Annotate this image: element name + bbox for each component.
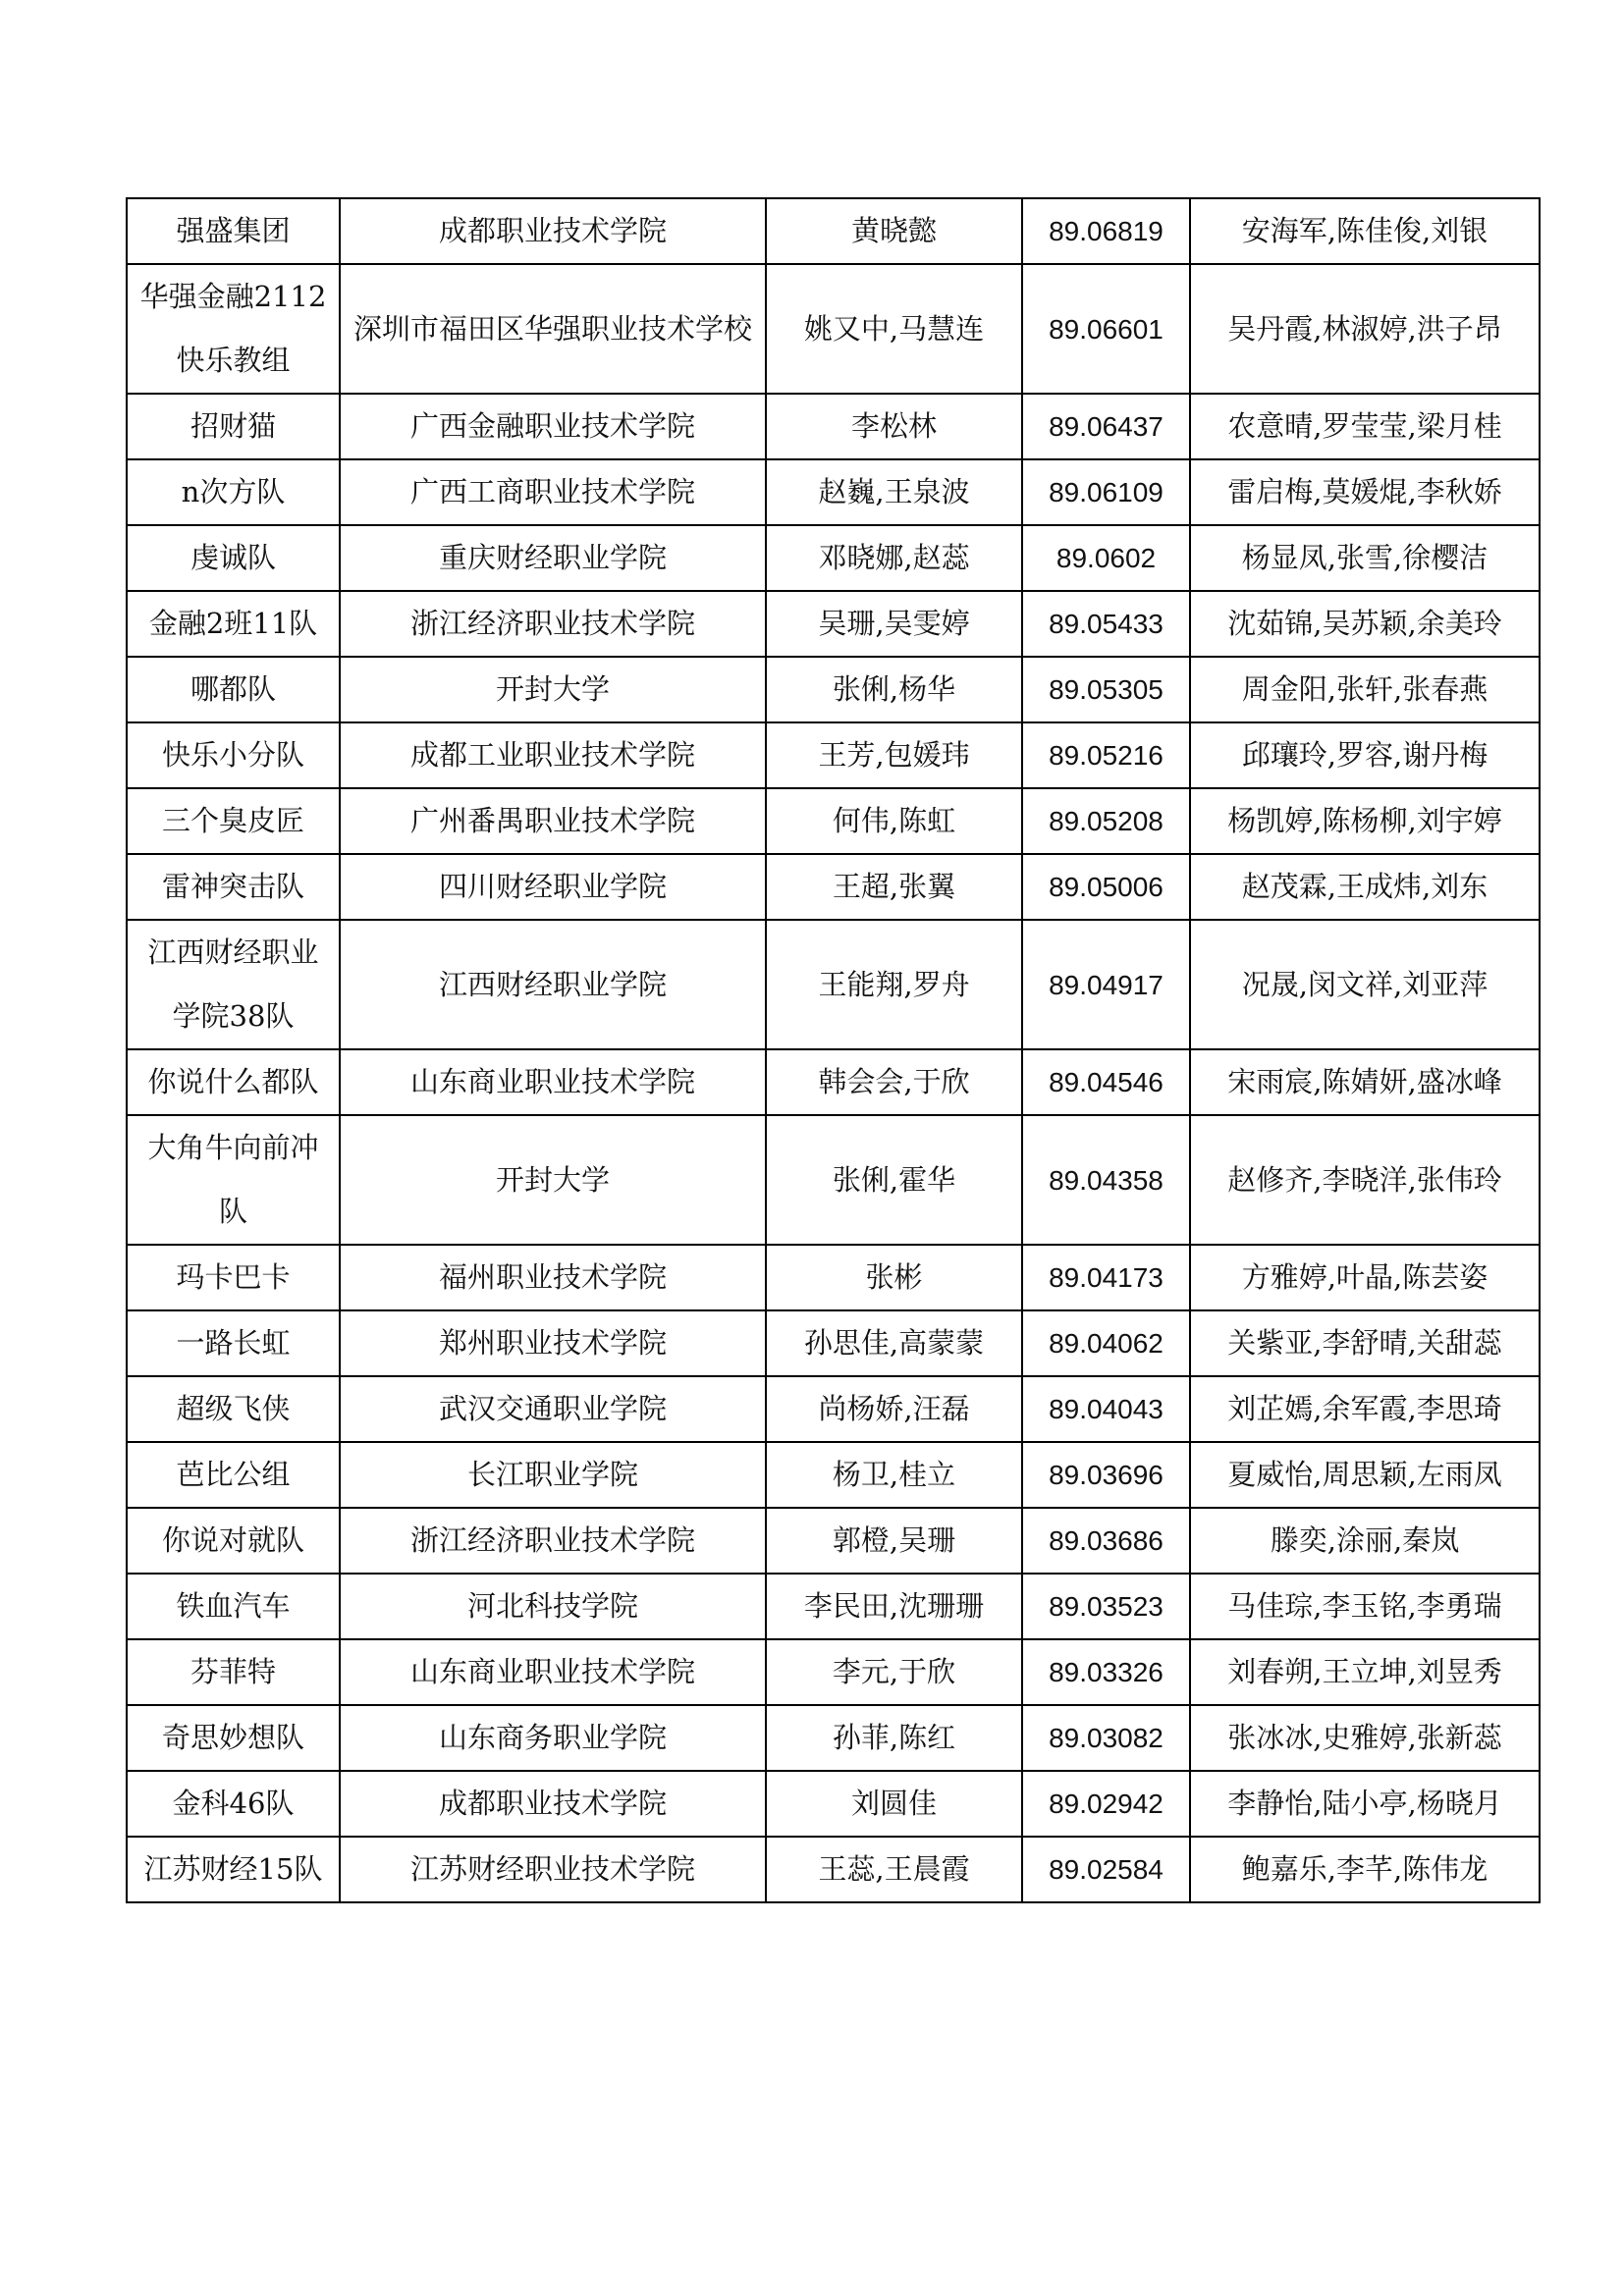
members-cell: 杨显凤,张雪,徐樱洁 (1190, 525, 1540, 591)
team-name-cell: 芬菲特 (127, 1639, 340, 1705)
school-cell: 四川财经职业学院 (340, 854, 766, 920)
score-cell: 89.06601 (1022, 264, 1190, 394)
table-row (127, 1837, 1540, 1902)
school-cell: 广州番禺职业技术学院 (340, 788, 766, 854)
score-cell: 89.06819 (1022, 198, 1190, 264)
score-cell: 89.02584 (1022, 1837, 1190, 1902)
score-cell: 89.02942 (1022, 1771, 1190, 1837)
table-row (127, 1705, 1540, 1771)
members-cell: 况晟,闵文祥,刘亚萍 (1190, 920, 1540, 1049)
score-cell: 89.05216 (1022, 722, 1190, 788)
advisor-cell: 张俐,霍华 (766, 1115, 1022, 1245)
table-row (127, 525, 1540, 591)
score-cell: 89.04043 (1022, 1376, 1190, 1442)
members-cell: 周金阳,张轩,张春燕 (1190, 657, 1540, 722)
team-name-cell: 一路长虹 (127, 1310, 340, 1376)
school-cell: 深圳市福田区华强职业技术学校 (340, 264, 766, 394)
advisor-cell: 何伟,陈虹 (766, 788, 1022, 854)
table-row (127, 1508, 1540, 1574)
table-row (127, 264, 1540, 394)
score-cell: 89.05208 (1022, 788, 1190, 854)
team-name-cell: 招财猫 (127, 394, 340, 459)
members-cell: 鲍嘉乐,李芊,陈伟龙 (1190, 1837, 1540, 1902)
table-row (127, 657, 1540, 722)
school-cell: 江西财经职业学院 (340, 920, 766, 1049)
advisor-cell: 张彬 (766, 1245, 1022, 1310)
team-name-cell: 哪都队 (127, 657, 340, 722)
members-cell: 赵修齐,李晓洋,张伟玲 (1190, 1115, 1540, 1245)
members-cell: 马佳琮,李玉铭,李勇瑞 (1190, 1574, 1540, 1639)
members-cell: 夏威怡,周思颖,左雨凤 (1190, 1442, 1540, 1508)
school-cell: 浙江经济职业技术学院 (340, 591, 766, 657)
advisor-cell: 刘圆佳 (766, 1771, 1022, 1837)
score-cell: 89.04062 (1022, 1310, 1190, 1376)
school-cell: 广西金融职业技术学院 (340, 394, 766, 459)
table-row (127, 1310, 1540, 1376)
table-row (127, 1771, 1540, 1837)
team-name-cell: n次方队 (127, 459, 340, 525)
team-name-cell: 雷神突击队 (127, 854, 340, 920)
table-row (127, 459, 1540, 525)
team-name-cell: 大角牛向前冲队 (127, 1115, 340, 1245)
advisor-cell: 孙思佳,高蒙蒙 (766, 1310, 1022, 1376)
school-cell: 长江职业学院 (340, 1442, 766, 1508)
members-cell: 刘春朔,王立坤,刘昱秀 (1190, 1639, 1540, 1705)
members-cell: 方雅婷,叶晶,陈芸姿 (1190, 1245, 1540, 1310)
score-cell: 89.03686 (1022, 1508, 1190, 1574)
advisor-cell: 李松林 (766, 394, 1022, 459)
team-name-cell: 金融2班11队 (127, 591, 340, 657)
team-name-cell: 铁血汽车 (127, 1574, 340, 1639)
school-cell: 成都职业技术学院 (340, 1771, 766, 1837)
table-row (127, 1245, 1540, 1310)
advisor-cell: 黄晓懿 (766, 198, 1022, 264)
score-cell: 89.04173 (1022, 1245, 1190, 1310)
score-cell: 89.05305 (1022, 657, 1190, 722)
advisor-cell: 张俐,杨华 (766, 657, 1022, 722)
team-name-cell: 三个臭皮匠 (127, 788, 340, 854)
members-cell: 安海军,陈佳俊,刘银 (1190, 198, 1540, 264)
team-name-cell: 强盛集团 (127, 198, 340, 264)
school-cell: 广西工商职业技术学院 (340, 459, 766, 525)
score-cell: 89.04358 (1022, 1115, 1190, 1245)
members-cell: 雷启梅,莫媛焜,李秋娇 (1190, 459, 1540, 525)
results-table-body (127, 198, 1540, 1902)
score-cell: 89.03523 (1022, 1574, 1190, 1639)
table-row (127, 722, 1540, 788)
members-cell: 杨凯婷,陈杨柳,刘宇婷 (1190, 788, 1540, 854)
team-name-cell: 超级飞侠 (127, 1376, 340, 1442)
advisor-cell: 李民田,沈珊珊 (766, 1574, 1022, 1639)
team-name-cell: 江西财经职业学院38队 (127, 920, 340, 1049)
score-cell: 89.04546 (1022, 1049, 1190, 1115)
team-name-cell: 快乐小分队 (127, 722, 340, 788)
members-cell: 滕奕,涂丽,秦岚 (1190, 1508, 1540, 1574)
score-cell: 89.06109 (1022, 459, 1190, 525)
advisor-cell: 尚杨娇,汪磊 (766, 1376, 1022, 1442)
school-cell: 开封大学 (340, 1115, 766, 1245)
team-name-cell: 金科46队 (127, 1771, 340, 1837)
table-row (127, 591, 1540, 657)
results-table (126, 197, 1541, 1903)
team-name-cell: 虔诚队 (127, 525, 340, 591)
advisor-cell: 邓晓娜,赵蕊 (766, 525, 1022, 591)
members-cell: 吴丹霞,林淑婷,洪子昂 (1190, 264, 1540, 394)
team-name-cell: 奇思妙想队 (127, 1705, 340, 1771)
members-cell: 沈茹锦,吴苏颖,余美玲 (1190, 591, 1540, 657)
members-cell: 农意晴,罗莹莹,梁月桂 (1190, 394, 1540, 459)
members-cell: 关紫亚,李舒晴,关甜蕊 (1190, 1310, 1540, 1376)
score-cell: 89.05006 (1022, 854, 1190, 920)
school-cell: 山东商务职业学院 (340, 1705, 766, 1771)
table-row (127, 394, 1540, 459)
school-cell: 开封大学 (340, 657, 766, 722)
school-cell: 山东商业职业技术学院 (340, 1639, 766, 1705)
school-cell: 武汉交通职业学院 (340, 1376, 766, 1442)
score-cell: 89.0602 (1022, 525, 1190, 591)
school-cell: 江苏财经职业技术学院 (340, 1837, 766, 1902)
team-name-cell: 华强金融2112快乐教组 (127, 264, 340, 394)
advisor-cell: 赵巍,王泉波 (766, 459, 1022, 525)
members-cell: 宋雨宸,陈婧妍,盛冰峰 (1190, 1049, 1540, 1115)
table-row (127, 1049, 1540, 1115)
table-row (127, 920, 1540, 1049)
score-cell: 89.03696 (1022, 1442, 1190, 1508)
school-cell: 成都工业职业技术学院 (340, 722, 766, 788)
school-cell: 浙江经济职业技术学院 (340, 1508, 766, 1574)
school-cell: 山东商业职业技术学院 (340, 1049, 766, 1115)
score-cell: 89.04917 (1022, 920, 1190, 1049)
advisor-cell: 王蕊,王晨霞 (766, 1837, 1022, 1902)
table-row (127, 1442, 1540, 1508)
team-name-cell: 你说什么都队 (127, 1049, 340, 1115)
table-row (127, 788, 1540, 854)
team-name-cell: 江苏财经15队 (127, 1837, 340, 1902)
team-name-cell: 芭比公组 (127, 1442, 340, 1508)
score-cell: 89.03082 (1022, 1705, 1190, 1771)
members-cell: 邱瓖玲,罗容,谢丹梅 (1190, 722, 1540, 788)
members-cell: 刘芷嫣,余军霞,李思琦 (1190, 1376, 1540, 1442)
advisor-cell: 姚又中,马慧连 (766, 264, 1022, 394)
table-row (127, 1639, 1540, 1705)
school-cell: 河北科技学院 (340, 1574, 766, 1639)
team-name-cell: 玛卡巴卡 (127, 1245, 340, 1310)
table-row (127, 1376, 1540, 1442)
school-cell: 成都职业技术学院 (340, 198, 766, 264)
advisor-cell: 孙菲,陈红 (766, 1705, 1022, 1771)
advisor-cell: 王芳,包媛玮 (766, 722, 1022, 788)
score-cell: 89.06437 (1022, 394, 1190, 459)
advisor-cell: 王能翔,罗舟 (766, 920, 1022, 1049)
advisor-cell: 王超,张翼 (766, 854, 1022, 920)
table-row (127, 854, 1540, 920)
members-cell: 赵茂霖,王成炜,刘东 (1190, 854, 1540, 920)
score-cell: 89.05433 (1022, 591, 1190, 657)
table-row (127, 198, 1540, 264)
advisor-cell: 郭橙,吴珊 (766, 1508, 1022, 1574)
school-cell: 郑州职业技术学院 (340, 1310, 766, 1376)
school-cell: 重庆财经职业学院 (340, 525, 766, 591)
score-cell: 89.03326 (1022, 1639, 1190, 1705)
table-row (127, 1574, 1540, 1639)
advisor-cell: 杨卫,桂立 (766, 1442, 1022, 1508)
team-name-cell: 你说对就队 (127, 1508, 340, 1574)
advisor-cell: 韩会会,于欣 (766, 1049, 1022, 1115)
advisor-cell: 吴珊,吴雯婷 (766, 591, 1022, 657)
members-cell: 李静怡,陆小亭,杨晓月 (1190, 1771, 1540, 1837)
members-cell: 张冰冰,史雅婷,张新蕊 (1190, 1705, 1540, 1771)
table-row (127, 1115, 1540, 1245)
school-cell: 福州职业技术学院 (340, 1245, 766, 1310)
advisor-cell: 李元,于欣 (766, 1639, 1022, 1705)
